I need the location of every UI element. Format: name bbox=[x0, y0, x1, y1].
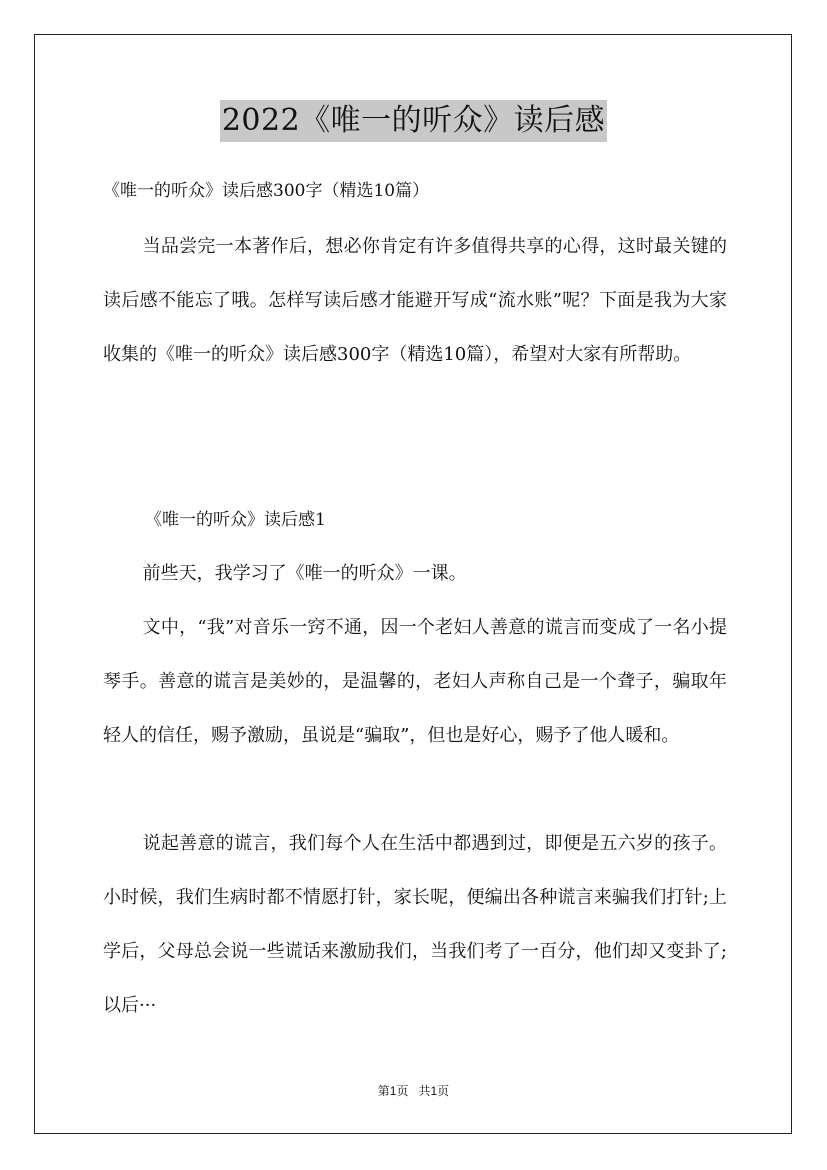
page-footer bbox=[0, 1082, 827, 1100]
body-paragraph-3: 说起善意的谎言，我们每个人在生活中都遇到过，即便是五六岁的孩子。小时候，我们生病时都不情愿打针，家长呢，便编出各种谎言来骗我们打针;上学后，父母总会说一些谎话来激励我们，当我们考了一百分，他们却又变卦了;以后··· bbox=[103, 833, 727, 1016]
document-title: 2022《唯一的听众》读后感 bbox=[220, 100, 607, 142]
intro-paragraph: 当品尝完一本著作后，想必你肯定有许多值得共享的心得，这时最关键的读后感不能忘了哦。怎样写读后感才能避开写成“流水账”呢？下面是我为大家收集的《唯一的听众》读后感300字（精选10篇），希望对大家有所帮助。 bbox=[103, 236, 727, 365]
section-heading: 《唯一的听众》读后感1 bbox=[145, 510, 326, 530]
document-subtitle: 《唯一的听众》读后感300字（精选10篇） bbox=[103, 181, 430, 201]
page-total: 共1页 bbox=[418, 1084, 450, 1098]
body-paragraph-2: 文中，“我”对音乐一窍不通，因一个老妇人善意的谎言而变成了一名小提琴手。善意的谎言是美妙的，是温馨的，老妇人声称自己是一个聋子，骗取年轻人的信任，赐予激励，虽说是“骗取”，但也是好心，赐予了他人暖和。 bbox=[103, 617, 727, 746]
title-container bbox=[0, 100, 827, 142]
page-number: 第1页 bbox=[377, 1084, 409, 1098]
body-paragraph-1: 前些天，我学习了《唯一的听众》一课。 bbox=[142, 563, 467, 584]
